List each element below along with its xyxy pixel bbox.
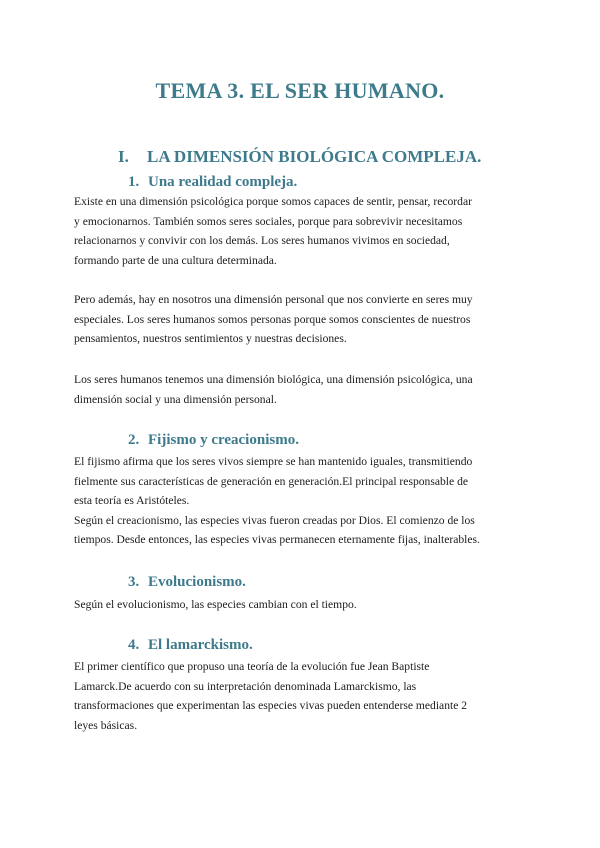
paragraph-evolucionismo xyxy=(74,595,530,615)
text-line: y emocionarnos. También somos seres sociales, porque para sobrevivir necesitamos xyxy=(74,214,463,228)
subsection-heading-1 xyxy=(128,172,297,192)
subsection-number: 2. xyxy=(128,432,140,448)
paragraph-una-realidad-3 xyxy=(74,370,530,409)
text-line: Según el creacionismo, las especies vivas fueron creadas por Dios. El comienzo de los xyxy=(74,513,475,527)
text-line: Según el evolucionismo, las especies cambian con el tiempo. xyxy=(74,598,357,611)
subsection-heading-text: El lamarckismo. xyxy=(148,637,253,653)
subsection-number: 4. xyxy=(128,637,140,653)
text-line: formando parte de una cultura determinada. xyxy=(74,253,277,267)
paragraph-fijismo xyxy=(74,452,530,550)
subsection-heading-text: Fijismo y creacionismo. xyxy=(148,432,299,448)
text-line: dimensión social y una dimensión personal. xyxy=(74,392,277,406)
document-title: TEMA 3. EL SER HUMANO. xyxy=(155,78,445,103)
text-line: El fijismo afirma que los seres vivos siempre se han mantenido iguales, transmitiendo xyxy=(74,455,473,468)
subsection-heading-4 xyxy=(128,635,253,655)
text-line: fielmente sus características de generación en generación.El principal responsable de xyxy=(74,474,469,488)
paragraph-una-realidad-1 xyxy=(74,192,530,270)
text-line: transformaciones que experimentan las especies vivas pueden entenderse mediante 2 xyxy=(74,699,468,712)
paragraph-lamarckismo xyxy=(74,657,530,735)
text-line: Existe en una dimensión psicológica porque somos capaces de sentir, pensar, recordar xyxy=(74,195,472,208)
text-line: esta teoría es Aristóteles. xyxy=(74,494,190,507)
section-heading xyxy=(118,146,481,168)
section-heading-text: LA DIMENSIÓN BIOLÓGICA COMPLEJA. xyxy=(147,147,482,166)
subsection-number: 3. xyxy=(128,574,140,590)
text-line: leyes básicas. xyxy=(74,718,138,732)
subsection-heading-text: Evolucionismo. xyxy=(148,574,246,590)
subsection-number: 1. xyxy=(128,174,140,190)
text-line: pensamientos, nuestros sentimientos y nuestras decisiones. xyxy=(74,332,347,345)
text-line: especiales. Los seres humanos somos personas porque somos conscientes de nuestros xyxy=(74,312,471,326)
subsection-heading-text: Una realidad compleja. xyxy=(148,174,298,190)
text-line: Lamarck.De acuerdo con su interpretación denominada Lamarckismo, las xyxy=(74,679,417,693)
text-line: El primer científico que propuso una teoría de la evolución fue Jean Baptiste xyxy=(74,660,430,673)
subsection-heading-2 xyxy=(128,430,299,450)
text-line: Los seres humanos tenemos una dimensión biológica, una dimensión psicológica, una xyxy=(74,373,473,386)
section-number: I. xyxy=(118,147,129,166)
subsection-heading-3 xyxy=(128,572,246,592)
text-line: tiempos. Desde entonces, las especies vivas permanecen eternamente fijas, inalterables. xyxy=(74,533,480,546)
text-line: Pero además, hay en nosotros una dimensión personal que nos convierte en seres muy xyxy=(74,293,473,306)
text-line: relacionarnos y convivir con los demás. Los seres humanos vivimos en sociedad, xyxy=(74,234,450,247)
paragraph-una-realidad-2 xyxy=(74,290,530,349)
